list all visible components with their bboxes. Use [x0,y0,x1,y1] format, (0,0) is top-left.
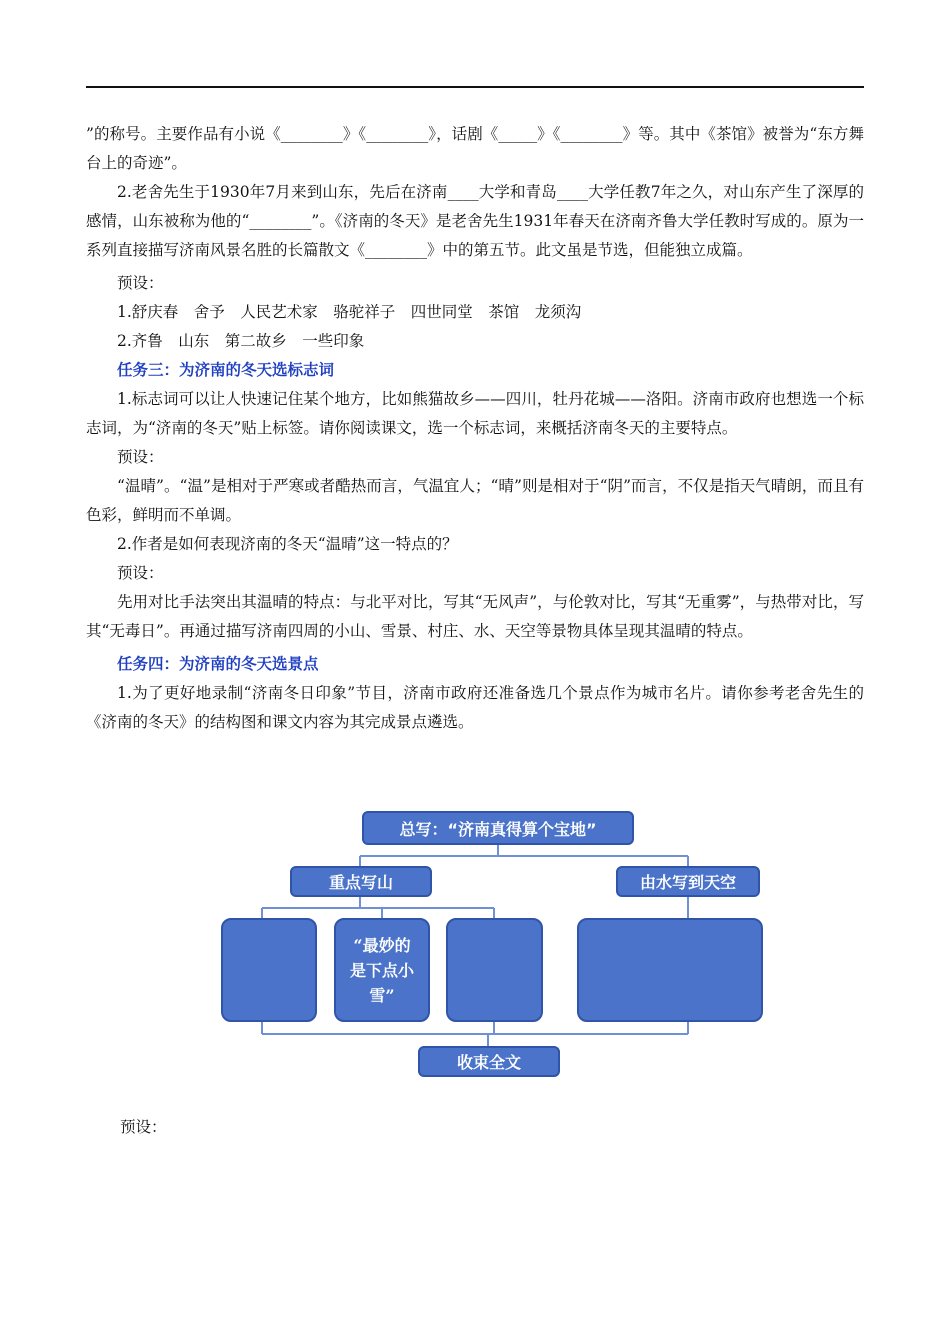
preset-answer-4: 先用对比手法突出其温晴的特点：与北平对比，写其“无风声”，与伦敦对比，写其“无重雾”，与热带对比，写其“无毒日”。再通过描写济南四周的小山、雪景、村庄、水、天空等景物具体呈现其温晴的特点。 [86,593,864,640]
preset-answer-3: “温晴”。“温”是相对于严寒或者酷热而言，气温宜人；“晴”则是相对于“阴”而言，不仅是指天气晴朗，而且有色彩，鲜明而不单调。 [86,477,864,524]
task-three-question-2: 2.作者是如何表现济南的冬天“温晴”这一特点的？ [117,535,458,553]
conclusion-label: 收束全文 [456,1053,521,1072]
preset-label-3: 预设： [117,564,164,582]
preset-label-1: 预设： [117,274,164,292]
empty-box-d [577,918,763,1022]
paragraph-2: 2.老舍先生于1930年7月来到山东，先后在济南____大学和青岛____大学任教7年之久，对山东产生了深厚的感情，山东被称为他的“________”。《济南的冬天》是老舍先生1931年春天在济南齐鲁大学任教时写成的。原为一系列直接描写济南风景名胜的长篇散文《________》中的第五节。此文虽是节选，但能独立成篇。 [86,183,864,259]
snow-quote-box [334,918,430,1022]
preset-answer-2: 2.齐鲁 山东 第二故乡 一些印象 [117,332,365,350]
snow-quote-label: “最妙的是下点小雪” [349,935,414,1005]
document-body [86,120,864,737]
branch-water-sky-label: 由水写到天空 [639,873,736,892]
task-four-heading: 任务四：为济南的冬天选景点 [117,655,319,673]
summary-top-box [362,811,634,845]
task-three-heading: 任务三：为济南的冬天选标志词 [117,361,335,379]
paragraph-1: ”的称号。主要作品有小说《________》《________》，话剧《_____》《________》等。其中《茶馆》被誉为“东方舞台上的奇迹”。 [86,125,864,172]
branch-mountain-box [290,866,432,897]
task-three-question: 1.标志词可以让人快速记住某个地方，比如熊猫故乡——四川，牡丹花城——洛阳。济南市政府也想选一个标志词，为“济南的冬天”贴上标签。请你阅读课文，选一个标志词，来概括济南冬天的主要特点。 [86,390,864,437]
summary-top-label: 总写：“济南真得算个宝地” [399,819,597,839]
preset-label-final: 预设： [120,1118,167,1136]
branch-water-sky-box [616,866,760,897]
header-rule [86,86,864,88]
task-four-question: 1.为了更好地录制“济南冬日印象”节目，济南市政府还准备选几个景点作为城市名片。请你参考老舍先生的《济南的冬天》的结构图和课文内容为其完成景点遴选。 [86,684,864,731]
preset-answer-1: 1.舒庆春 舍予 人民艺术家 骆驼祥子 四世同堂 茶馆 龙须沟 [117,303,582,321]
preset-label-2: 预设： [117,448,164,466]
empty-box-a [221,918,317,1022]
branch-mountain-label: 重点写山 [328,873,393,892]
conclusion-box [418,1046,560,1077]
empty-box-c [446,918,543,1022]
